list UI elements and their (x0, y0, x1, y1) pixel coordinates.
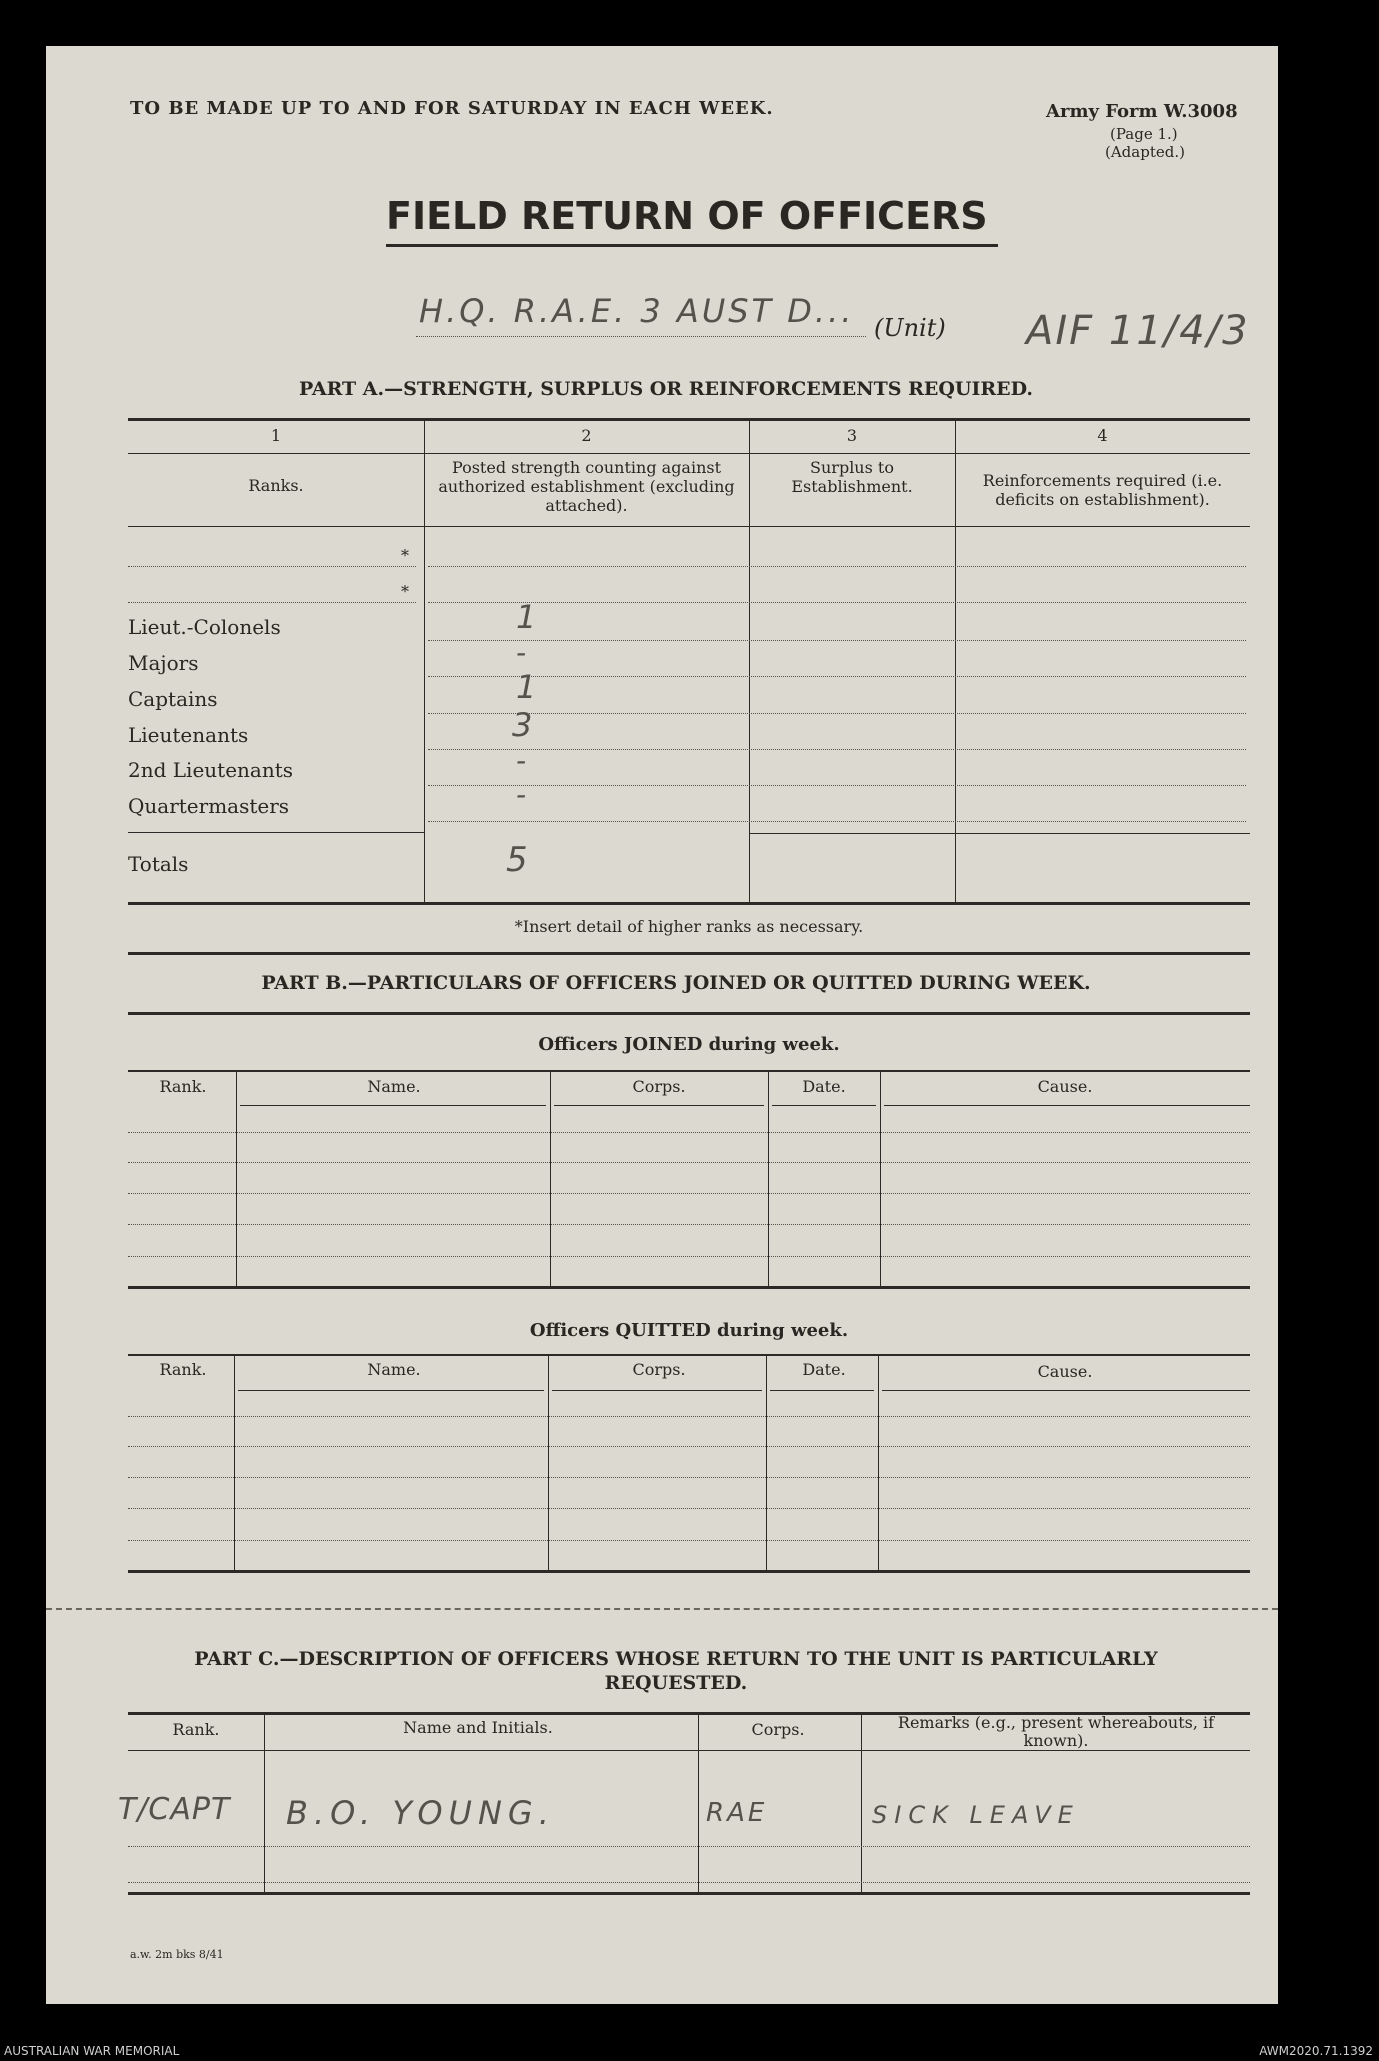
form-sheet (46, 46, 1278, 2004)
col-header-ranks: Ranks. (248, 476, 304, 495)
adapted-label: (Adapted.) (1105, 143, 1185, 161)
row-line-a1 (428, 566, 1246, 567)
page-number: (Page 1.) (1110, 125, 1178, 143)
part-c-divider-2 (698, 1715, 699, 1892)
part-a-top-rule (128, 418, 1250, 421)
quitted-row-line-5 (128, 1540, 1250, 1541)
quitted-subrule-corps (552, 1390, 762, 1391)
part-c-col-corps: Corps. (751, 1720, 805, 1739)
rank-lieutenants: Lieutenants (128, 723, 249, 747)
quitted-subrule-date (770, 1390, 874, 1391)
instruction-text: TO BE MADE UP TO AND FOR SATURDAY IN EACH WEEK. (130, 98, 774, 119)
col-header-reinforcements: Reinforcements required (i.e. deficits on establishment). (982, 471, 1223, 509)
col-number-rule (128, 453, 1250, 454)
perforation-line (46, 1608, 1278, 1610)
joined-divider-4 (880, 1072, 881, 1287)
joined-col-rank: Rank. (159, 1077, 207, 1096)
joined-subrule-name (240, 1105, 546, 1106)
quitted-bottom-rule (128, 1570, 1250, 1573)
quitted-row-line-2 (128, 1446, 1250, 1447)
row-line-a8 (428, 821, 1246, 822)
joined-subrule-corps (554, 1105, 764, 1106)
unit-line (416, 336, 866, 337)
totals-label: Totals (128, 852, 189, 876)
footer-right: AWM2020.71.1392 (1259, 2044, 1373, 2058)
totals-value: 5 (506, 840, 528, 880)
joined-row-line-5 (128, 1256, 1250, 1257)
subtotal-rule (749, 833, 1250, 834)
quitted-row-line-3 (128, 1477, 1250, 1478)
part-c-col-rank: Rank. (172, 1720, 220, 1739)
quitted-col-cause: Cause. (1037, 1362, 1093, 1381)
joined-divider-2 (550, 1072, 551, 1287)
part-b-top-rule (128, 952, 1250, 955)
quitted-col-name: Name. (367, 1360, 421, 1379)
joined-subrule-date (772, 1105, 876, 1106)
asterisk-1: * (401, 546, 409, 565)
print-code: a.w. 2m bks 8/41 (130, 1948, 224, 1961)
col-header-posted: Posted strength counting against authorized establishment (excluding attached). (438, 458, 735, 515)
joined-row-line-1 (128, 1132, 1250, 1133)
joined-divider-3 (768, 1072, 769, 1287)
quitted-title: Officers QUITTED during week. (529, 1320, 849, 1341)
col-header-surplus: Surplus to Establishment. (791, 458, 913, 496)
asterisk-row-line-1 (128, 566, 416, 567)
joined-row-line-4 (128, 1224, 1250, 1225)
part-a-title: PART A.—STRENGTH, SURPLUS OR REINFORCEMENTS REQUIRED. (298, 378, 1034, 400)
part-c-entry-remarks: SICK LEAVE (872, 1801, 1080, 1829)
page-title: FIELD RETURN OF OFFICERS (386, 194, 988, 238)
joined-title: Officers JOINED during week. (538, 1034, 840, 1055)
unit-handwriting: H.Q. R.A.E. 3 AUST D... (419, 292, 855, 330)
joined-col-date: Date. (802, 1077, 846, 1096)
part-a-divider-3 (955, 418, 956, 902)
quitted-col-date: Date. (802, 1360, 846, 1379)
joined-col-name: Name. (367, 1077, 421, 1096)
part-c-entry-rank: T/CAPT (118, 1792, 231, 1827)
rank-majors: Majors (128, 651, 199, 675)
part-c-row-line-2 (128, 1882, 1250, 1883)
col-number-1: 1 (270, 426, 282, 445)
header-bottom-rule (128, 526, 1250, 527)
strength-quartermasters: - (516, 778, 527, 811)
part-c-divider-3 (861, 1715, 862, 1892)
quitted-row-line-1 (128, 1416, 1250, 1417)
row-line-a3 (428, 640, 1246, 641)
quitted-row-line-4 (128, 1508, 1250, 1509)
footer-left: AUSTRALIAN WAR MEMORIAL (4, 2044, 180, 2058)
part-c-entry-corps: RAE (706, 1798, 768, 1828)
quitted-col-corps: Corps. (632, 1360, 686, 1379)
strength-captains: 1 (516, 668, 537, 706)
asterisk-2: * (401, 582, 409, 601)
part-c-entry-name: B.O. YOUNG. (286, 1794, 555, 1832)
row-line-a5 (428, 713, 1246, 714)
unit-label: (Unit) (874, 314, 946, 342)
rank-2nd-lieutenants: 2nd Lieutenants (128, 758, 294, 782)
rank-quartermasters: Quartermasters (128, 794, 290, 818)
strength-lieut-colonels: 1 (516, 598, 537, 636)
form-number: Army Form W.3008 (1046, 101, 1238, 122)
part-c-title-line2: REQUESTED. (604, 1672, 748, 1694)
asterisk-row-line-2 (128, 602, 416, 603)
part-a-bottom-rule (128, 902, 1250, 905)
strength-2nd-lieutenants: - (516, 744, 527, 777)
joined-bottom-rule (128, 1286, 1250, 1289)
part-c-header-rule (128, 1750, 1250, 1751)
row-line-a7 (428, 785, 1246, 786)
part-a-divider-1 (424, 418, 425, 902)
joined-subrule-cause (884, 1105, 1250, 1106)
quitted-col-rank: Rank. (159, 1360, 207, 1379)
col-number-4: 4 (1097, 426, 1108, 445)
col-number-2: 2 (581, 426, 592, 445)
quitted-top-rule (128, 1354, 1250, 1356)
row-line-a4 (428, 676, 1246, 677)
strength-lieutenants: 3 (512, 706, 533, 744)
joined-row-line-2 (128, 1162, 1250, 1163)
col-number-3: 3 (846, 426, 858, 445)
part-b-title: PART B.—PARTICULARS OF OFFICERS JOINED OR QUITTED DURING WEEK. (261, 972, 1091, 994)
part-c-bottom-rule (128, 1892, 1250, 1895)
row-line-a6 (428, 749, 1246, 750)
title-underline (386, 244, 998, 247)
rank-captains: Captains (128, 687, 218, 711)
quitted-subrule-cause (882, 1390, 1250, 1391)
part-c-col-name: Name and Initials. (403, 1718, 553, 1737)
part-a-footnote: *Insert detail of higher ranks as necessary. (514, 917, 864, 936)
joined-row-line-3 (128, 1193, 1250, 1194)
row-line-a2 (428, 602, 1246, 603)
joined-divider-1 (236, 1072, 237, 1287)
joined-col-corps: Corps. (632, 1077, 686, 1096)
part-c-divider-1 (264, 1715, 265, 1892)
quitted-subrule-name (238, 1390, 544, 1391)
part-a-divider-2 (749, 418, 750, 902)
part-c-row-line-1 (128, 1846, 1250, 1847)
strength-majors: - (516, 636, 527, 669)
part-c-col-remarks: Remarks (e.g., present whereabouts, if known). (897, 1713, 1215, 1750)
part-b-title-rule (128, 1012, 1250, 1015)
joined-col-cause: Cause. (1037, 1077, 1093, 1096)
totals-top-rule (128, 832, 424, 833)
part-c-title-line1: PART C.—DESCRIPTION OF OFFICERS WHOSE RETURN TO THE UNIT IS PARTICULARLY (194, 1648, 1158, 1670)
rank-lieut-colonels: Lieut.-Colonels (128, 615, 281, 639)
joined-top-rule (128, 1070, 1250, 1072)
unit-note-handwriting: AIF 11/4/3 (1026, 308, 1250, 354)
